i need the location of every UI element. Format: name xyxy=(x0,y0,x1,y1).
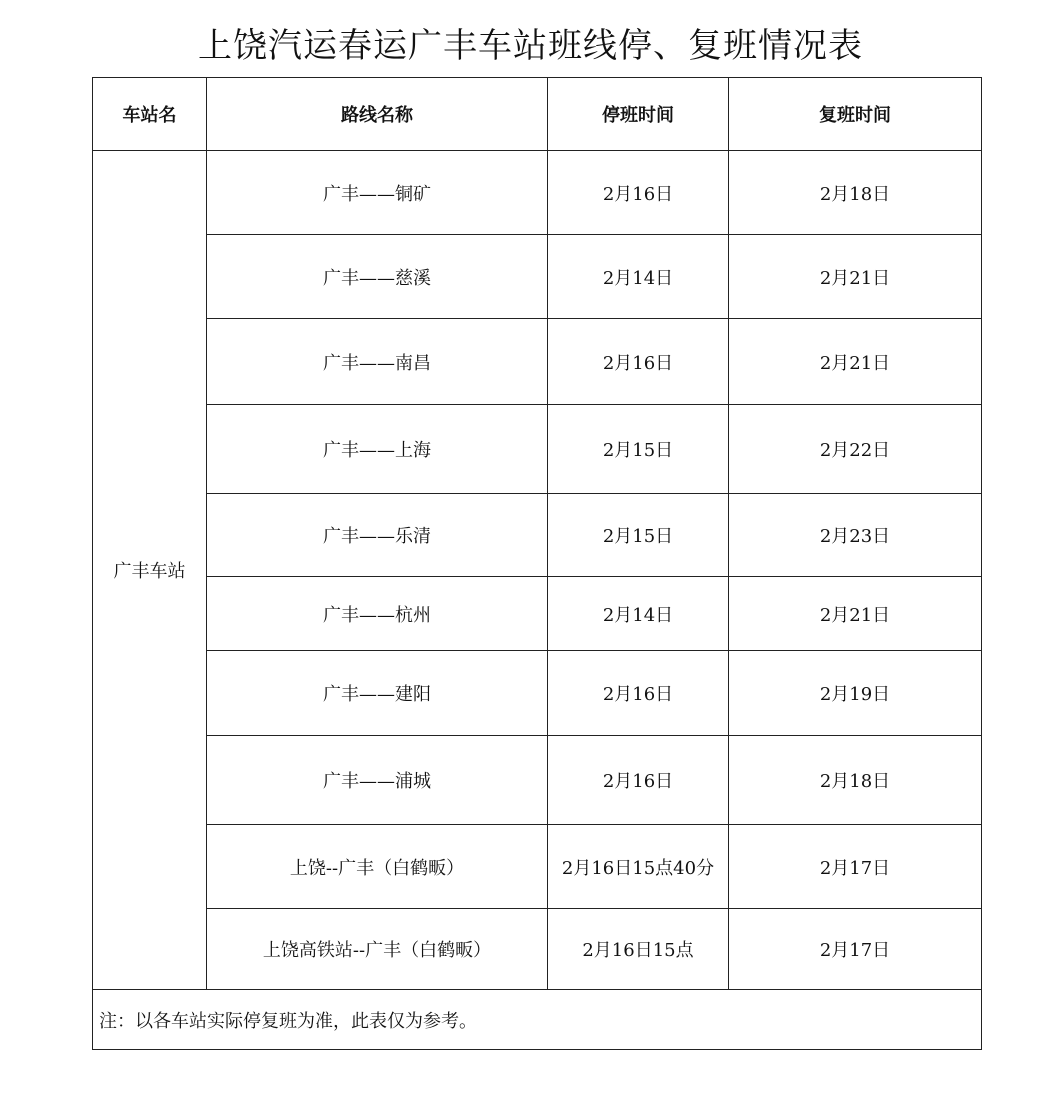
route-cell: 广丰——建阳 xyxy=(207,651,548,736)
table-row xyxy=(93,405,982,494)
table-row xyxy=(93,235,982,319)
table-row xyxy=(93,909,982,990)
resume-time-cell: 2月21日 xyxy=(729,577,982,651)
table-row xyxy=(93,825,982,909)
table-header-row xyxy=(93,78,982,151)
resume-time-cell: 2月19日 xyxy=(729,651,982,736)
schedule-table xyxy=(92,77,982,1050)
station-name-cell: 广丰车站 xyxy=(93,151,207,990)
stop-time-cell: 2月15日 xyxy=(548,405,729,494)
route-cell: 广丰——铜矿 xyxy=(207,151,548,235)
route-cell: 广丰——浦城 xyxy=(207,736,548,825)
resume-time-cell: 2月17日 xyxy=(729,825,982,909)
stop-time-cell: 2月14日 xyxy=(548,577,729,651)
table-row xyxy=(93,736,982,825)
stop-time-cell: 2月16日 xyxy=(548,151,729,235)
route-cell: 上饶--广丰（白鹤畈） xyxy=(207,825,548,909)
note-text: 注：以各车站实际停复班为准，此表仅为参考。 xyxy=(93,990,982,1050)
stop-time-cell: 2月14日 xyxy=(548,235,729,319)
route-cell: 广丰——慈溪 xyxy=(207,235,548,319)
resume-time-cell: 2月17日 xyxy=(729,909,982,990)
table-row xyxy=(93,651,982,736)
table-row xyxy=(93,151,982,235)
table-row xyxy=(93,319,982,405)
route-cell: 广丰——乐清 xyxy=(207,494,548,577)
resume-time-cell: 2月22日 xyxy=(729,405,982,494)
header-stop-time: 停班时间 xyxy=(548,78,729,151)
header-route: 路线名称 xyxy=(207,78,548,151)
resume-time-cell: 2月18日 xyxy=(729,151,982,235)
table-row xyxy=(93,577,982,651)
route-cell: 广丰——杭州 xyxy=(207,577,548,651)
resume-time-cell: 2月18日 xyxy=(729,736,982,825)
stop-time-cell: 2月16日 xyxy=(548,736,729,825)
resume-time-cell: 2月21日 xyxy=(729,235,982,319)
route-cell: 广丰——上海 xyxy=(207,405,548,494)
header-station: 车站名 xyxy=(93,78,207,151)
resume-time-cell: 2月23日 xyxy=(729,494,982,577)
stop-time-cell: 2月16日15点40分 xyxy=(548,825,729,909)
resume-time-cell: 2月21日 xyxy=(729,319,982,405)
stop-time-cell: 2月16日 xyxy=(548,319,729,405)
route-cell: 上饶高铁站--广丰（白鹤畈） xyxy=(207,909,548,990)
note-row xyxy=(93,990,982,1050)
stop-time-cell: 2月16日 xyxy=(548,651,729,736)
page-title: 上饶汽运春运广丰车站班线停、复班情况表 xyxy=(198,26,863,66)
stop-time-cell: 2月16日15点 xyxy=(548,909,729,990)
table-row xyxy=(93,494,982,577)
stop-time-cell: 2月15日 xyxy=(548,494,729,577)
header-resume-time: 复班时间 xyxy=(729,78,982,151)
route-cell: 广丰——南昌 xyxy=(207,319,548,405)
